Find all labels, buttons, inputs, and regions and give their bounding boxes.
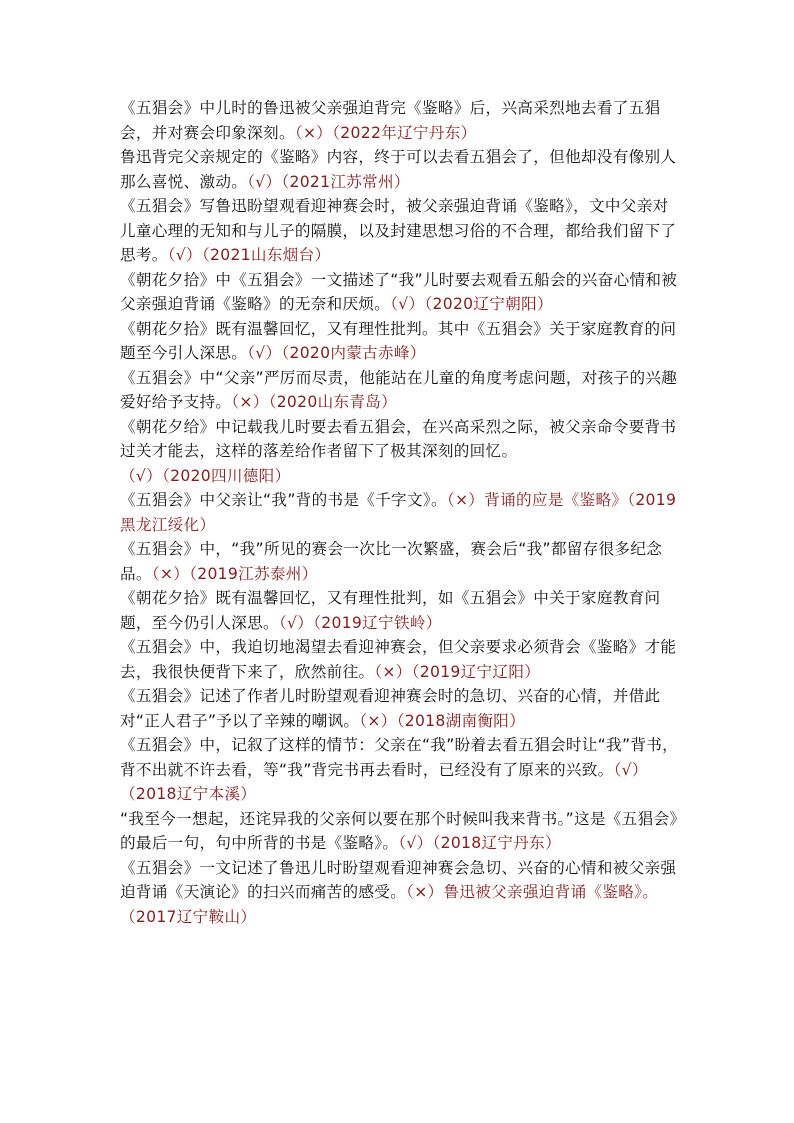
answer-mark: （×）鲁迅被父亲强迫背诵《鉴略》。（2017辽宁鞍山） [120,883,659,926]
answer-mark: （√）（2018辽宁丹东） [398,834,561,852]
question-text: 《五猖会》中，记叙了这样的情节：父亲在“我”盼着去看五猖会时让“我”背书，背不出就不许去看，等“我”背完书再去看时，已经没有了原来的兴致。 [120,736,679,779]
question-item [120,194,680,268]
question-item [120,684,680,733]
question-text: 《朝花夕给》中记载我儿时要去看五猖会，在兴高采烈之际，被父亲命令要背书过关才能去，这样的落差给作者留下了极其深刻的回忆。 [120,417,677,460]
question-item [120,366,680,415]
question-item [120,145,680,194]
question-text: “我至今一想起，还诧异我的父亲何以要在那个时候叫我来背书。”这是《五猖会》的最后一句，句中所背的书是《鉴略》。 [120,809,678,852]
answer-mark: （√）（2021山东烟台） [167,246,331,264]
answer-mark: （×）（2018湖南衡阳） [359,711,526,730]
question-item [120,317,680,366]
question-text: 《朝花夕拾》中《五猖会》一文描述了“我”儿时要去观看五船会的兴奋心情和被父亲强迫背诵《鉴略》的无奈和厌烦。 [120,270,678,313]
question-item [120,635,680,684]
question-item [120,415,680,489]
question-text: 《朝花夕拾》既有温馨回忆，又有理性批判，如《五猖会》中关于家庭教育问题，至今仍引人深思。 [120,589,661,632]
answer-mark: （√）（2020内蒙古赤峰） [247,344,426,362]
answer-mark: （√）（2018辽宁本溪） [120,760,648,803]
question-item [120,856,680,930]
question-text: 《五猖会》记述了作者儿时盼望观看迎神赛会时的急切、兴奋的心情，并借此对“正人君子”予以了辛辣的嘲讽。 [120,687,661,730]
question-item [120,586,680,635]
answer-mark: （×）（2020山东青岛） [231,393,398,411]
answer-mark: （×）背诵的应是《鉴略》（2019黑龙江绥化） [120,491,677,534]
question-text: 《五猖会》中，我迫切地渴望去看迎神赛会，但父亲要求必须背会《鉴略》才能去，我很快便背下来了，欣然前往。 [120,638,677,681]
answer-mark: （√）（2019辽宁铁岭） [278,613,442,632]
answer-mark: （√）（2021江苏常州） [247,172,410,191]
answer-mark: （√）（2020四川德阳） [120,466,291,485]
question-text: 《五猖会》中，“我”所见的赛会一次比一次繁盛，赛会后“我”都留存很多纪念品。 [120,540,663,583]
question-item [120,488,680,537]
question-item [120,268,680,317]
question-item [120,807,680,856]
document-page [120,96,680,929]
question-text: 《五猖会》中父亲让“我”背的书是《千字文》。 [120,491,447,509]
question-text: 《五猖会》中儿时的鲁迅被父亲强迫背完《鉴略》后，兴高采烈地去看了五猖会，并对赛会印象深刻。 [120,99,661,142]
question-text: 《五猖会》写鲁迅盼望观看迎神赛会时，被父亲强迫背诵《鉴略》，文中父亲对儿童心理的无知和与儿子的隔膜，以及封建思想习俗的不合理，都给我们留下了思考。 [120,197,677,264]
answer-mark: （×）（2019江苏泰州） [151,564,318,583]
answer-mark: （×）（2019辽宁辽阳） [374,662,541,681]
answer-mark: （×）（2022年辽宁丹东） [294,123,477,142]
answer-mark: （√）（2020辽宁朝阳） [390,295,553,313]
question-item [120,733,680,807]
question-item [120,96,680,145]
question-text: 《五猖会》一文记述了鲁迅儿时盼望观看迎神赛会急切、兴奋的心情和被父亲强迫背诵《天演论》的扫兴而痛苦的感受。 [120,858,677,901]
question-item [120,537,680,586]
question-text: 《五猖会》中“父亲”严厉而尽责，他能站在儿童的角度考虑问题，对孩子的兴趣爱好给予支持。 [120,368,678,411]
question-text: 鲁迅背完父亲规定的《鉴略》内容，终于可以去看五猖会了，但他却没有像别人那么喜悦、激动。 [120,148,677,191]
question-text: 《朝花夕拾》既有温馨回忆，又有理性批判。其中《五猖会》关于家庭教育的问题至今引人深思。 [120,319,677,362]
